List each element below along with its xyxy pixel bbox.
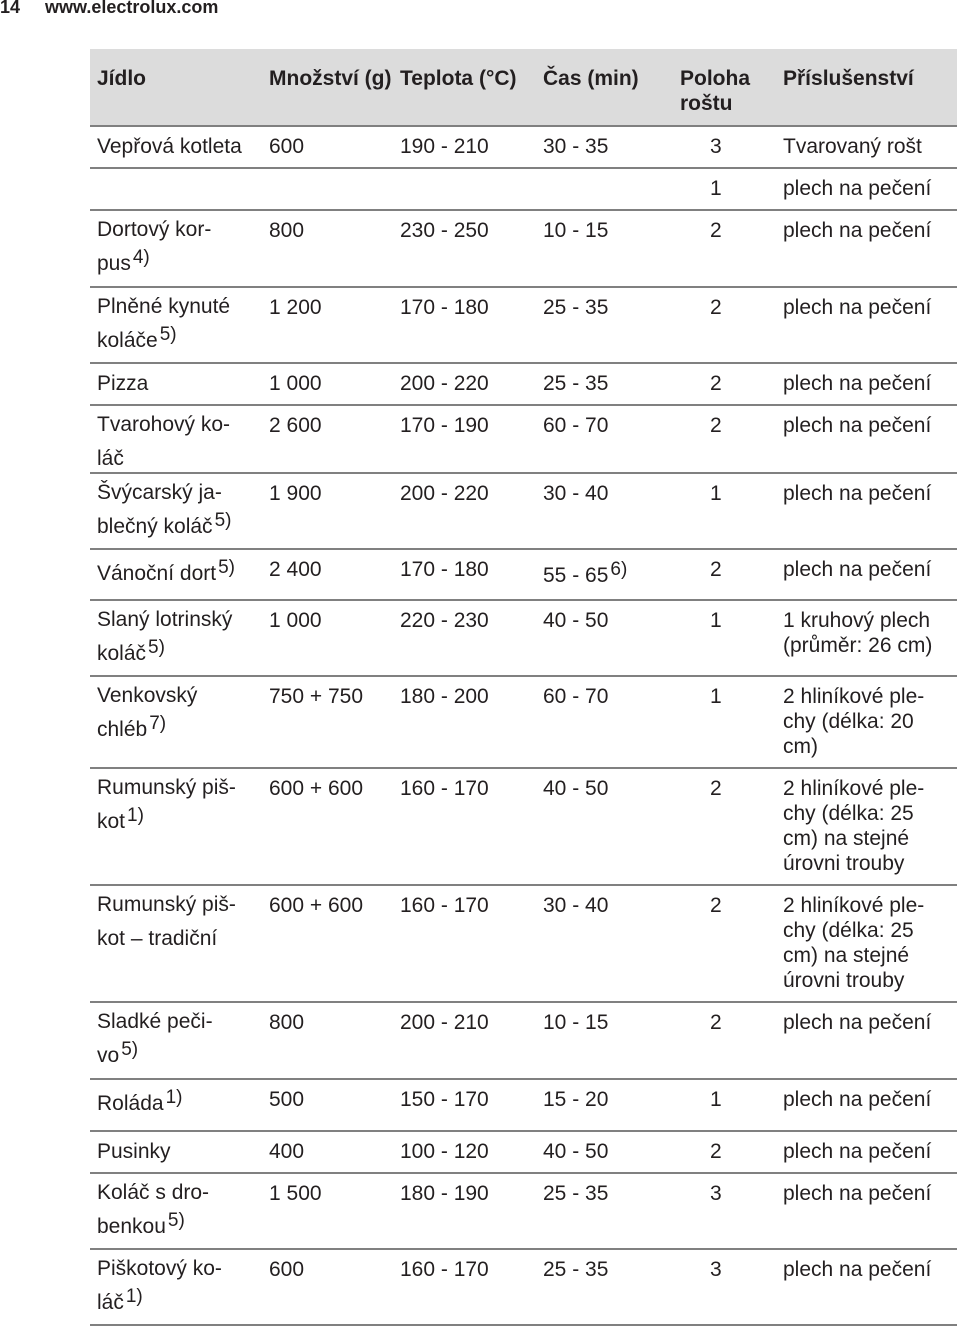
cell-food: Tvarohový ko- láč [97,413,231,470]
cell-food: Vepřová kotleta [97,135,242,158]
cell-food: Vánoční dort 5) [97,557,235,585]
cell-food [90,169,262,209]
cell-temp: 160 - 170 [400,894,489,917]
table-row [90,601,957,677]
footnote-ref: 1) [127,805,144,826]
cell-amount: 750 + 750 [269,685,364,708]
baking-table [90,49,957,1326]
footnote-ref: 5) [148,637,165,658]
cell-amount: 400 [269,1140,305,1163]
cell-amount: 2 400 [269,558,322,581]
cell-accessory: plech na pečení [783,1140,932,1163]
cell-shelf: 2 [710,558,722,581]
footnote-ref: 5) [159,324,177,345]
cell-food: Koláč s dro- benkou 5) [97,1181,210,1238]
cell-amount: 600 [269,135,305,158]
cell-shelf: 2 [710,894,722,917]
cell-time: 10 - 15 [543,219,609,242]
cell-amount: 1 000 [269,372,322,395]
col-amount: Množství (g) [269,67,392,90]
cell-time [536,169,673,209]
cell-amount: 500 [269,1088,305,1111]
cell-shelf: 2 [710,296,722,319]
cell-food: Piškotový ko- láč 1) [97,1257,222,1314]
cell-amount: 2 600 [269,414,322,437]
cell-temp: 150 - 170 [400,1088,489,1111]
cell-food: Rumunský piš- kot 1) [97,776,236,833]
cell-food: Venkovský chléb 7) [97,684,198,741]
cell-temp: 160 - 170 [400,1258,489,1281]
cell-shelf: 1 [710,482,722,505]
footnote-ref: 5) [218,557,235,578]
cell-food: Švýcarský ja- blečný koláč 5) [97,481,232,538]
cell-shelf: 1 [710,177,722,200]
footnote-ref: 5) [121,1039,139,1060]
cell-amount: 1 000 [269,609,322,632]
cell-time: 25 - 35 [543,1182,609,1205]
cell-temp: 170 - 190 [400,414,489,437]
cell-accessory: 2 hliníkové ple- chy (délka: 25 cm) na stejné úrovni trouby [783,777,925,875]
cell-shelf: 3 [710,1258,722,1281]
cell-accessory: plech na pečení [783,219,932,242]
table-header [90,49,957,127]
col-time: Čas (min) [543,67,639,90]
cell-time: 30 - 40 [543,894,609,917]
cell-food: Rumunský piš- kot – tradiční [97,893,236,950]
cell-shelf: 2 [710,1140,722,1163]
table-row [90,1250,957,1326]
cell-accessory: plech na pečení [783,296,932,319]
cell-accessory: plech na pečení [783,414,932,437]
cell-shelf: 1 [710,609,722,632]
cell-food: Sladké peči- vo 5) [97,1010,213,1067]
cell-time: 25 - 35 [543,1258,609,1281]
cell-accessory: plech na pečení [783,1088,932,1111]
cell-accessory: plech na pečení [783,1258,932,1281]
cell-amount: 800 [269,1011,305,1034]
cell-food: Pizza [97,372,149,395]
footnote-ref: 7) [149,713,167,734]
cell-time: 60 - 70 [543,685,609,708]
cell-temp: 200 - 210 [400,1011,489,1034]
cell-time: 15 - 20 [543,1088,609,1111]
table-row [90,364,957,406]
table-row [90,127,957,169]
table-row [90,1132,957,1174]
cell-time: 55 - 65 6) [543,559,628,587]
cell-shelf: 2 [710,414,722,437]
table-row [90,406,957,474]
footnote-ref: 5) [167,1210,185,1231]
cell-amount [262,169,393,209]
cell-temp: 200 - 220 [400,372,489,395]
table-row [90,1080,957,1132]
cell-accessory: Tvarovaný rošt [783,135,922,158]
cell-temp: 170 - 180 [400,558,489,581]
cell-amount: 600 + 600 [269,894,364,917]
cell-time: 25 - 35 [543,372,609,395]
cell-time: 10 - 15 [543,1011,609,1034]
cell-temp: 200 - 220 [400,482,489,505]
cell-temp: 230 - 250 [400,219,489,242]
col-accessory: Příslušenství [783,67,914,90]
cell-time: 60 - 70 [543,414,609,437]
footnote-ref: 4) [132,247,150,268]
table-row [90,677,957,769]
cell-food: Slaný lotrinský koláč 5) [97,608,233,665]
cell-accessory: plech na pečení [783,558,932,581]
table-row [90,886,957,1003]
cell-food: Plněné kynuté koláče 5) [97,295,231,352]
cell-amount: 1 900 [269,482,322,505]
table-body [90,127,957,1326]
cell-accessory: 2 hliníkové ple- chy (délka: 20 cm) [783,685,925,758]
cell-shelf: 2 [710,777,722,800]
cell-temp: 100 - 120 [400,1140,489,1163]
cell-shelf: 2 [710,1011,722,1034]
cell-amount: 1 200 [269,296,322,319]
table-row [90,211,957,288]
cell-shelf: 3 [710,135,722,158]
cell-food: Pusinky [97,1140,171,1163]
cell-food: Roláda 1) [97,1087,183,1115]
table-row [90,550,957,601]
table-row [90,1003,957,1080]
cell-temp: 160 - 170 [400,777,489,800]
cell-time: 40 - 50 [543,609,609,632]
cell-shelf: 2 [710,219,722,242]
cell-temp [393,169,536,209]
cell-accessory: 2 hliníkové ple- chy (délka: 25 cm) na stejné úrovni trouby [783,894,925,992]
table-row [90,769,957,886]
website-url: www.electrolux.com [45,0,219,17]
cell-amount: 600 [269,1258,305,1281]
cell-amount: 600 + 600 [269,777,364,800]
table-row [90,1174,957,1250]
table-row [90,474,957,550]
cell-temp: 180 - 200 [400,685,489,708]
cell-shelf: 1 [710,685,722,708]
cell-time: 40 - 50 [543,1140,609,1163]
cell-accessory: plech na pečení [783,372,932,395]
cell-temp: 170 - 180 [400,296,489,319]
cell-amount: 1 500 [269,1182,322,1205]
footnote-ref: 1) [125,1286,143,1307]
cell-time: 40 - 50 [543,777,609,800]
cell-accessory: plech na pečení [783,177,932,200]
footnote-ref: 1) [165,1087,183,1108]
cell-time: 30 - 40 [543,482,609,505]
cell-temp: 180 - 190 [400,1182,489,1205]
cell-time: 30 - 35 [543,135,609,158]
footnote-ref: 5) [214,510,232,531]
footnote-ref: 6) [610,559,628,580]
cell-temp: 220 - 230 [400,609,489,632]
cell-food: Dortový kor- pus 4) [97,218,212,275]
cell-amount: 800 [269,219,305,242]
cell-shelf: 3 [710,1182,722,1205]
cell-shelf: 1 [710,1088,722,1111]
cell-accessory: plech na pečení [783,1011,932,1034]
col-shelf: Poloha roštu [680,67,751,115]
cell-accessory: plech na pečení [783,482,932,505]
cell-accessory: plech na pečení [783,1182,932,1205]
page-number: 14 [0,0,21,17]
cell-shelf: 2 [710,372,722,395]
col-temp: Teplota (°C) [400,67,517,90]
cell-accessory: 1 kruhový plech (průměr: 26 cm) [783,609,933,657]
table-row [90,169,957,211]
cell-temp: 190 - 210 [400,135,489,158]
cell-time: 25 - 35 [543,296,609,319]
col-food: Jídlo [97,67,147,90]
table-row [90,288,957,364]
